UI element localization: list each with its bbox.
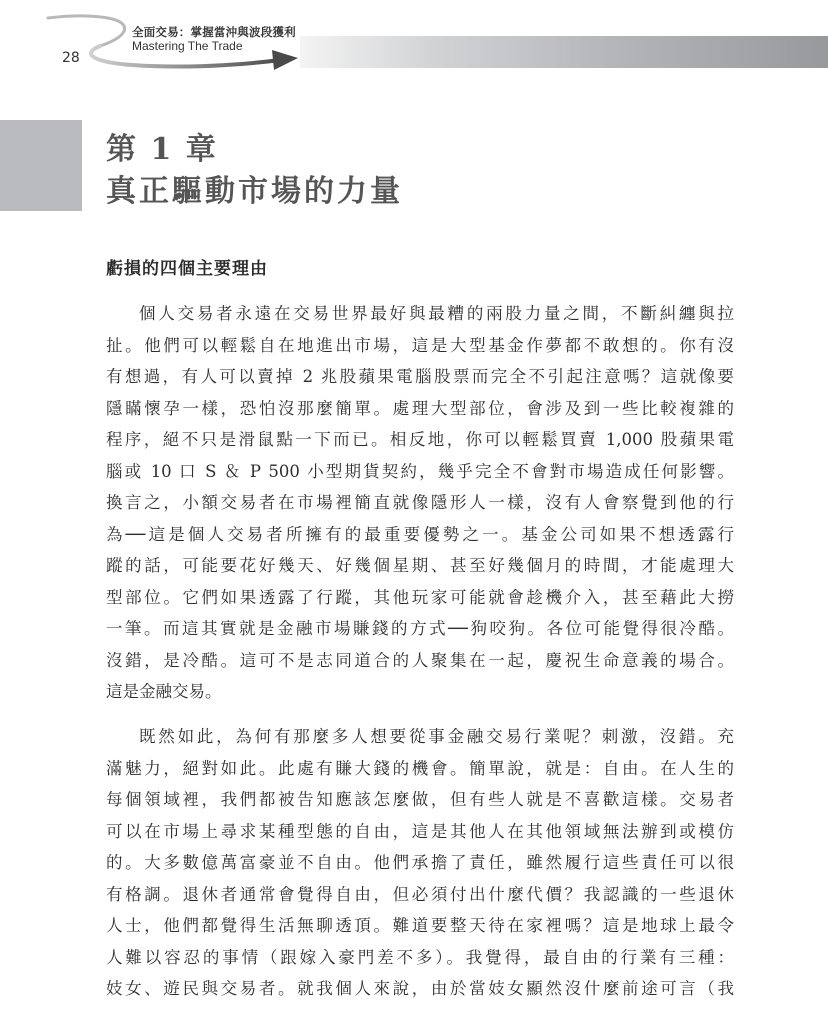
text-line: 有格調。退休者通常會覺得自由，但必須付出什麼代價？我認識的一些退休	[106, 884, 734, 904]
header-gradient-bar	[300, 36, 828, 68]
text-line: 人士，他們都覺得生活無聊透頂。難道要整天待在家裡嗎？這是地球上最令	[106, 916, 734, 935]
text-line: 個人交易者永遠在交易世界最好與最糟的兩股力量之間，不斷糾纏與拉	[139, 304, 734, 323]
text-line: 蹤的話，可能要花好幾天、好幾個星期、甚至好幾個月的時間，才能處理大	[106, 556, 734, 575]
text-line: 有想過，有人可以賣掉 2 兆股蘋果電腦股票而完全不引起注意嗎？這就像要	[106, 367, 734, 386]
text-line: 可以在市場上尋求某種型態的自由，這是其他人在其他領域無法辦到或模仿	[106, 821, 734, 841]
text-line: 一筆。而這其實就是金融市場賺錢的方式──狗咬狗。各位可能覺得很冷酷。	[106, 619, 734, 638]
text-line: 滿魅力，絕對如此。此處有賺大錢的機會。簡單說，就是：自由。在人生的	[106, 758, 734, 778]
text-line: 沒錯，是冷酷。這可不是志同道合的人聚集在一起，慶祝生命意義的場合。	[106, 650, 734, 670]
text-line: 型部位。它們如果透露了行蹤，其他玩家可能就會趁機介入，甚至藉此大撈	[106, 587, 734, 607]
text-line: 扯。他們可以輕鬆自在地進出市場，這是大型基金作夢都不敢想的。你有沒	[106, 335, 734, 355]
text-line: 妓女、遊民與交易者。就我個人來說，由於當妓女顯然沒什麼前途可言（我	[106, 979, 734, 998]
text-line: 人難以容忍的事情（跟嫁入豪門差不多）。我覺得，最自由的行業有三種：	[106, 947, 734, 967]
text-line: 既然如此，為何有那麼多人想要從事金融交易行業呢？刺激，沒錯。充	[139, 727, 734, 746]
chapter-number: 第 1 章	[106, 132, 218, 167]
body-paragraph-2	[106, 721, 734, 1005]
book-title-english: Mastering The Trade	[132, 39, 243, 53]
running-header	[0, 0, 828, 80]
text-line: 程序，絕不只是滑鼠點一下而已。相反地，你可以輕鬆買賣 1,000 股蘋果電	[106, 430, 734, 449]
page-number: 28	[62, 50, 80, 66]
chapter-title: 真正驅動市場的力量	[106, 174, 403, 209]
text-line: 為──這是個人交易者所擁有的最重要優勢之一。基金公司如果不想透露行	[106, 524, 734, 544]
book-title-chinese: 全面交易：掌握當沖與波段獲利	[132, 25, 296, 39]
text-line: 的。大多數億萬富豪並不自由。他們承擔了責任，雖然履行這些責任可以很	[106, 853, 734, 872]
text-line: 換言之，小額交易者在市場裡簡直就像隱形人一樣，沒有人會察覺到他的行	[106, 493, 734, 512]
body-paragraph-1	[106, 298, 734, 708]
text-line: 這是金融交易。	[106, 682, 222, 701]
text-line: 每個領域裡，我們都被告知應該怎麼做，但有些人就是不喜歡這樣。交易者	[106, 790, 734, 809]
section-title: 虧損的四個主要理由	[106, 259, 268, 279]
chapter-tab-block	[0, 120, 82, 211]
text-line: 腦或 10 口 S ＆ P 500 小型期貨契約，幾乎完全不會對市場造成任何影響。	[106, 461, 734, 481]
text-line: 隱瞞懷孕一樣，恐怕沒那麼簡單。處理大型部位，會涉及到一些比較複雜的	[106, 398, 734, 418]
